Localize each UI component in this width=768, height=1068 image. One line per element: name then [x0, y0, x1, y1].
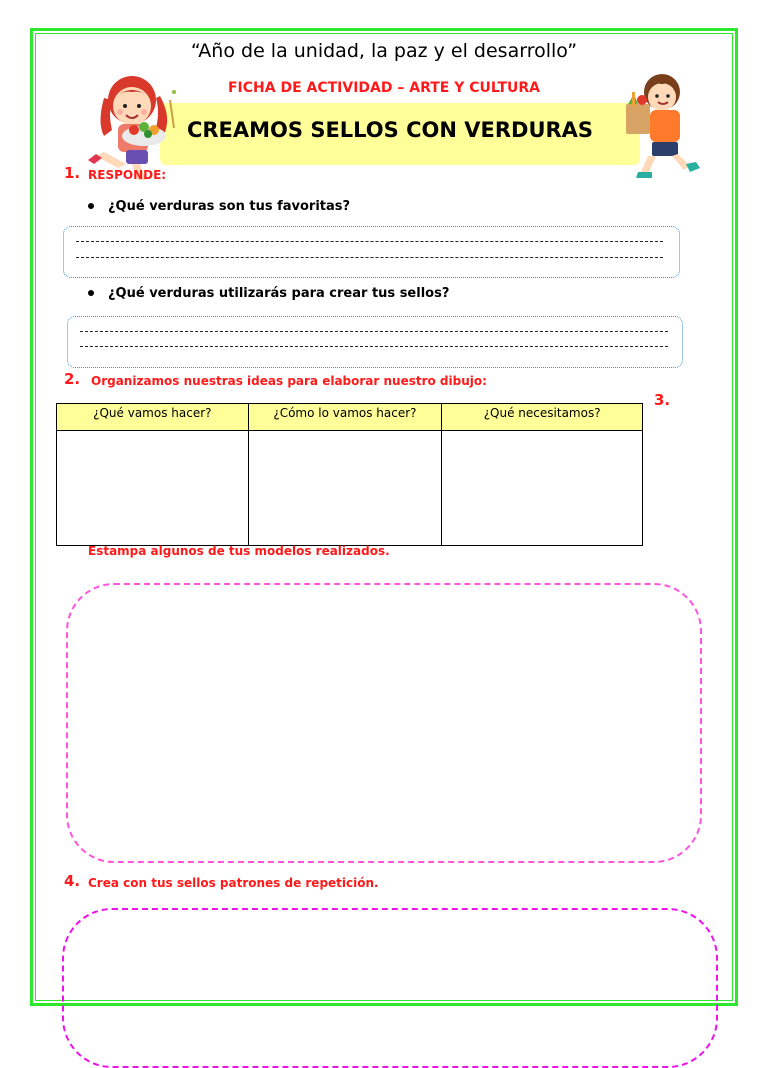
table-cell-what[interactable] — [57, 431, 249, 546]
table-cell-how[interactable] — [248, 431, 442, 546]
page-title: CREAMOS SELLOS CON VERDURAS — [186, 118, 594, 142]
year-motto: “Año de la unidad, la paz y el desarrollo” — [190, 40, 578, 62]
section2-label: Organizamos nuestras ideas para elaborar nuestro dibujo: — [91, 374, 487, 388]
bullet-icon — [88, 290, 94, 296]
answer-box-2[interactable] — [67, 316, 683, 368]
planning-table — [56, 403, 643, 546]
section4-number: 4. — [64, 872, 81, 890]
section3-label: Estampa algunos de tus modelos realizados. — [88, 544, 390, 558]
table-header: ¿Qué necesitamos? — [442, 404, 643, 431]
activity-label: FICHA DE ACTIVIDAD – ARTE Y CULTURA — [227, 80, 541, 96]
section1-label: RESPONDE: — [88, 168, 167, 182]
section3-number: 3. — [654, 391, 671, 409]
answer-line — [80, 346, 668, 347]
answer-line — [76, 257, 663, 258]
section4-label: Crea con tus sellos patrones de repetición. — [88, 876, 379, 890]
question-1: ¿Qué verduras son tus favoritas? — [88, 199, 350, 214]
pattern-area[interactable] — [62, 908, 718, 1068]
table-header: ¿Qué vamos hacer? — [57, 404, 249, 431]
girl-with-vegetable-bowl-illustration — [82, 68, 192, 180]
section2-number: 2. — [64, 370, 81, 388]
table-cell-needs[interactable] — [442, 431, 643, 546]
answer-line — [80, 331, 668, 332]
stamp-area[interactable] — [66, 583, 702, 863]
table-header: ¿Cómo lo vamos hacer? — [248, 404, 442, 431]
bullet-icon — [88, 203, 94, 209]
question-2: ¿Qué verduras utilizarás para crear tus sellos? — [88, 286, 449, 301]
section1-number: 1. — [64, 164, 81, 182]
answer-box-1[interactable] — [63, 226, 680, 278]
boy-with-grocery-bag-illustration — [618, 70, 710, 180]
answer-line — [76, 241, 663, 242]
